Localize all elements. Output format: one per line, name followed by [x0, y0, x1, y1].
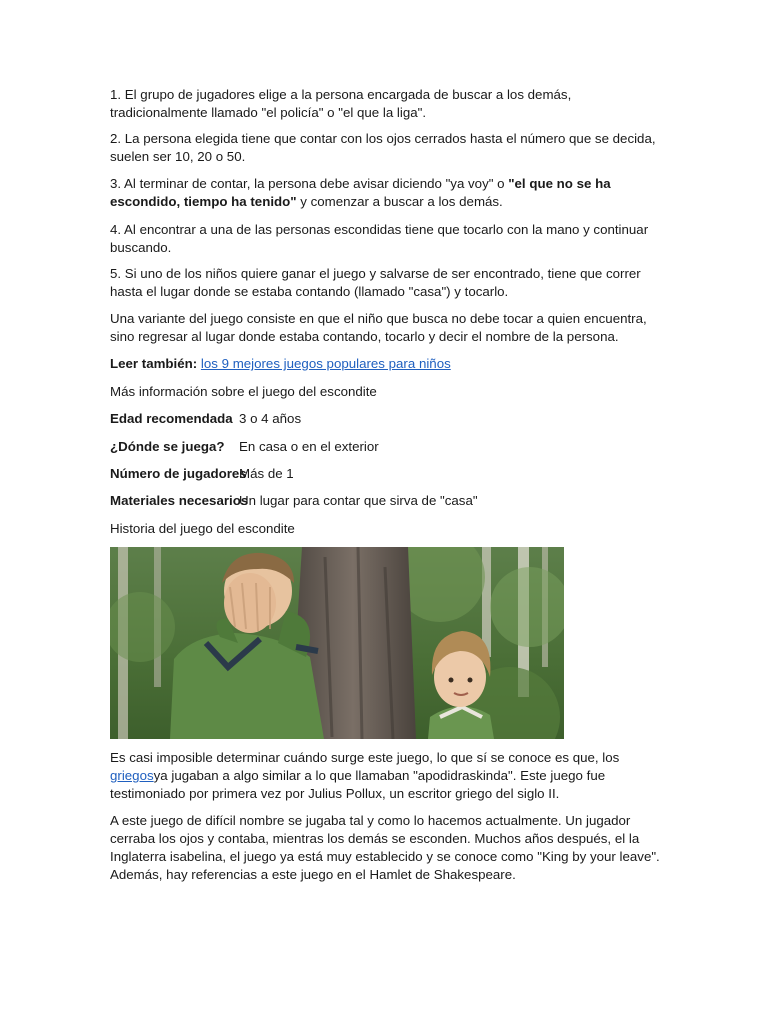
info-key: ¿Dónde se juega? [110, 439, 225, 454]
step-3-text: 3. Al terminar de contar, la persona debe avisar diciendo "ya voy" o [110, 176, 509, 191]
history-paragraph-1 [110, 749, 670, 803]
griegos-link[interactable]: griegos [110, 768, 154, 783]
step-3-text-end: y comenzar a buscar a los demás. [296, 194, 503, 209]
info-value: En casa o en el exterior [239, 439, 379, 454]
info-key: Número de jugadores [110, 466, 247, 481]
step-5: 5. Si uno de los niños quiere ganar el juego y salvarse de ser encontrado, tiene que correr hasta el lugar donde se estaba contando (llamado "casa") y tocarlo. [110, 266, 641, 299]
info-value: Un lugar para contar que sirva de "casa" [239, 493, 478, 508]
info-row-players [110, 465, 670, 483]
step-4: 4. Al encontrar a una de las personas escondidas tiene que tocarlo con la mano y continuar buscando. [110, 222, 649, 255]
photo-illustration [110, 547, 564, 739]
history-heading: Historia del juego del escondite [110, 521, 295, 536]
step-3 [110, 175, 670, 211]
info-row-age [110, 410, 670, 428]
hide-and-seek-photo [110, 547, 564, 739]
info-key: Materiales necesarios [110, 493, 249, 508]
step-1: 1. El grupo de jugadores elige a la persona encargada de buscar a los demás, tradicionalmente llamado "el policía" o "el que la liga". [110, 87, 572, 120]
info-value: Más de 1 [239, 466, 294, 481]
info-key: Edad recomendada [110, 411, 233, 426]
read-also-label: Leer también: [110, 356, 198, 371]
history-1-text: Es casi imposible determinar cuándo surge este juego, lo que sí se conoce es que, los [110, 750, 620, 765]
history-1-text-end: ya jugaban a algo similar a lo que llamaban "apodidraskinda". Este juego fue testimoniado por primera vez por Julius Pollux, un escritor griego del siglo II. [110, 768, 606, 801]
read-also [110, 355, 670, 373]
info-row-materials [110, 492, 670, 510]
more-info-heading: Más información sobre el juego del escondite [110, 384, 377, 399]
info-value: 3 o 4 años [239, 411, 302, 426]
history-paragraph-2: A este juego de difícil nombre se jugaba tal y como lo hacemos actualmente. Un jugador cerraba los ojos y contaba, mientras los demás se esconden. Muchos años después, el la Inglaterra isabelina, el juego ya está muy establecido y se conoce como "King by your leave". Además, hay referencias a este juego en el Hamlet de Shakespeare. [110, 813, 660, 882]
variant-paragraph: Una variante del juego consiste en que el niño que busca no debe tocar a quien encuentra, sino regresar al lugar donde estaba contando, tocarlo y decir el nombre de la persona. [110, 311, 647, 344]
read-also-link[interactable]: los 9 mejores juegos populares para niños [200, 356, 451, 371]
step-3-bold-quote: "el que no se ha escondido, tiempo ha tenido" [110, 176, 611, 209]
info-row-where [110, 438, 670, 456]
step-2: 2. La persona elegida tiene que contar con los ojos cerrados hasta el número que se decida, suelen ser 10, 20 o 50. [110, 131, 656, 164]
